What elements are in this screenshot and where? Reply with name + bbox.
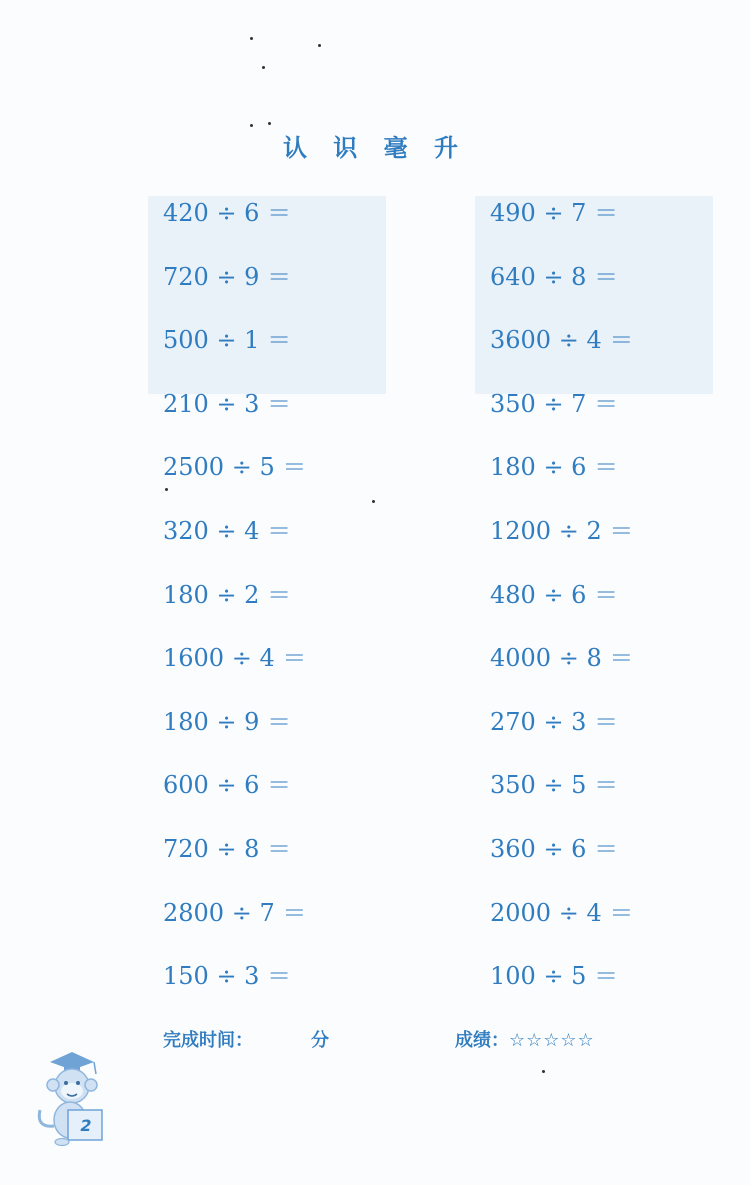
division-problem: 420 ÷ 6 ＝ [163,199,292,227]
scan-speck [165,488,168,491]
division-problem: 180 ÷ 2 ＝ [163,580,292,609]
division-problem: 4000 ÷ 8 ＝ [490,644,634,673]
minute-unit: 分 [311,1030,329,1051]
division-problem: 100 ÷ 5 ＝ [490,962,619,991]
star-rating: ☆☆☆☆☆ [509,1030,595,1051]
scan-speck [250,37,253,40]
division-problem: 360 ÷ 6 ＝ [490,834,619,863]
division-problem: 180 ÷ 9 ＝ [163,707,292,736]
division-problem: 2000 ÷ 4 ＝ [490,898,634,927]
page-title: 认 识 毫 升 [282,134,468,162]
problem-column-right [490,191,633,1018]
division-problem: 3600 ÷ 4 ＝ [490,326,634,355]
division-problem: 2800 ÷ 7 ＝ [163,898,307,927]
division-problem: 720 ÷ 9 ＝ [163,262,292,291]
completion-time [163,1026,329,1052]
division-problem: 350 ÷ 7 ＝ [490,389,619,418]
division-problem: 1200 ÷ 2 ＝ [490,516,634,545]
division-problem: 1600 ÷ 4 ＝ [163,644,307,673]
division-problem: 150 ÷ 3 ＝ [163,962,292,991]
completion-time-label: 完成时间： [163,1030,253,1051]
score-label: 成绩： [455,1030,509,1051]
score [455,1026,595,1052]
page-number: 2 [80,1116,92,1135]
division-problem: 490 ÷ 7 ＝ [490,199,619,227]
scan-speck [262,66,265,69]
division-problem: 270 ÷ 3 ＝ [490,707,619,736]
division-problem: 640 ÷ 8 ＝ [490,262,619,291]
division-problem: 720 ÷ 8 ＝ [163,834,292,863]
division-problem: 600 ÷ 6 ＝ [163,771,292,800]
scan-speck [250,124,253,127]
division-problem: 500 ÷ 1 ＝ [163,326,292,355]
division-problem: 2500 ÷ 5 ＝ [163,453,307,482]
problem-column-left [163,191,306,1018]
scan-speck [318,44,321,47]
scan-speck [268,122,271,125]
scan-speck [542,1070,545,1073]
scan-speck [372,500,375,503]
division-problem: 320 ÷ 4 ＝ [163,516,292,545]
division-problem: 210 ÷ 3 ＝ [163,389,292,418]
division-problem: 180 ÷ 6 ＝ [490,453,619,482]
division-problem: 480 ÷ 6 ＝ [490,580,619,609]
division-problem: 350 ÷ 5 ＝ [490,771,619,800]
